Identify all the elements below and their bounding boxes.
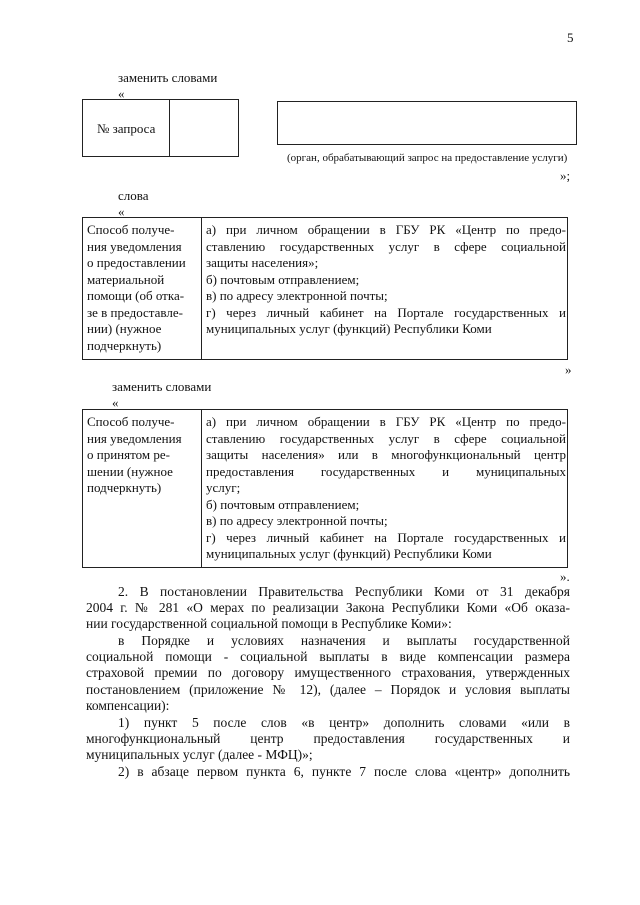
- replace2-right-line: ставлению государственных услуг в сфере социальной: [206, 430, 566, 446]
- org-caption: (орган, обрабатывающий запрос на предоставление услуги): [287, 152, 568, 164]
- replace2-left-line: ния уведомления: [87, 430, 182, 446]
- words-right-line: а) при личном обращении в ГБУ РК «Центр по предо-: [206, 222, 566, 237]
- words-left-cell: [87, 222, 199, 354]
- paragraph-line: страховой премии по договору имущественного страхования, утвержденных: [86, 665, 570, 681]
- replace2-left-line: подчеркнуть): [87, 480, 162, 495]
- paragraph-line: социальной помощи - социальной выплаты в виде компенсации размера: [86, 649, 570, 665]
- words-right-line: муниципальных услуг (функций) Республики Коми: [206, 321, 492, 336]
- paragraph-line: компенсации):: [86, 697, 170, 713]
- paragraph-line: в Порядке и условиях назначения и выплаты государственной: [118, 633, 570, 648]
- paragraph-order: [86, 633, 570, 714]
- paragraph-line: 2004 г. № 281 «О мерах по реализации Закона Республики Коми «Об оказа-: [86, 600, 570, 616]
- replace2-left-cell: [87, 414, 199, 497]
- replace2-right-cell: [206, 414, 566, 563]
- replace2-left-line: о принятом ре-: [87, 447, 170, 462]
- words-table-divider: [201, 218, 202, 359]
- paragraph-line: муниципальных услуг (далее - МФЦ)»;: [86, 747, 313, 763]
- words-left-line: материальной: [87, 271, 165, 287]
- words-right-line: ставлению государственных услуг в сфере социальной: [206, 238, 566, 254]
- words-right-line: защиты населения»;: [206, 255, 319, 270]
- replace1-intro: заменить словами: [118, 70, 218, 85]
- replace2-intro: заменить словами: [112, 379, 212, 394]
- words-right-line: г) через личный кабинет на Портале государственных и: [206, 304, 566, 320]
- words-left-line: зе в предоставле-: [87, 304, 183, 320]
- org-box: [277, 101, 577, 145]
- paragraph-line: многофункциональный центр предоставления государственных и: [86, 731, 570, 747]
- replace2-left-line: Способ получе-: [87, 414, 175, 429]
- request-number-table: [82, 99, 239, 157]
- replace2-right-line: предоставления государственных и муниципальных: [206, 463, 566, 479]
- replace2-right-line: г) через личный кабинет на Портале государственных и: [206, 529, 566, 545]
- paragraph-line: 1) пункт 5 после слов «в центр» дополнить словами «или в: [118, 715, 570, 730]
- words-left-line: нии) (нужное: [87, 321, 162, 336]
- replace2-table-divider: [201, 410, 202, 567]
- replace2-right-line: а) при личном обращении в ГБУ РК «Центр по предо-: [206, 414, 566, 429]
- request-table-divider: [169, 100, 170, 156]
- words-left-line: ния уведомления: [87, 238, 182, 254]
- replace1-quote-close: »;: [560, 168, 571, 183]
- paragraph-item-2: [86, 764, 570, 780]
- words-quote-close: »: [565, 362, 572, 377]
- replace2-right-line: муниципальных услуг (функций) Республики Коми: [206, 546, 492, 561]
- replace2-right-line: защиты населения» или в многофункциональный центр: [206, 447, 566, 462]
- words-table: [82, 217, 568, 360]
- words-left-line: подчеркнуть): [87, 337, 162, 353]
- words-right-line: в) по адресу электронной почты;: [206, 288, 388, 303]
- words-right-line: б) почтовым отправлением;: [206, 271, 360, 287]
- replace2-table: [82, 409, 568, 568]
- words-left-line: помощи (об отка-: [87, 288, 185, 303]
- replace2-quote-close: ».: [560, 569, 570, 584]
- words-left-line: о предоставлении: [87, 255, 186, 270]
- paragraph-line: нии государственной социальной помощи в Республике Коми»:: [86, 616, 452, 632]
- paragraph-line: постановлением (приложение № 12), (далее – Порядок и условия выплаты: [86, 681, 570, 697]
- replace2-right-line: б) почтовым отправлением;: [206, 496, 360, 512]
- paragraph-2: [86, 584, 570, 633]
- words-label: слова: [118, 188, 149, 203]
- paragraph-line: 2. В постановлении Правительства Республики Коми от 31 декабря: [118, 584, 570, 599]
- replace1-quote-open: «: [118, 86, 125, 101]
- words-left-line: Способ получе-: [87, 222, 175, 237]
- replace2-right-line: в) по адресу электронной почты;: [206, 513, 388, 528]
- replace2-right-line: услуг;: [206, 480, 241, 495]
- paragraph-item-1: [86, 715, 570, 764]
- paragraph-line: 2) в абзаце первом пункта 6, пункте 7 после слова «центр» дополнить: [118, 764, 570, 779]
- replace2-left-line: шении (нужное: [87, 463, 173, 479]
- request-number-label: № запроса: [97, 121, 156, 136]
- page-number: 5: [567, 30, 574, 45]
- replace2-quote-open: «: [112, 395, 119, 410]
- words-quote-open: «: [118, 204, 125, 219]
- words-right-cell: [206, 222, 566, 338]
